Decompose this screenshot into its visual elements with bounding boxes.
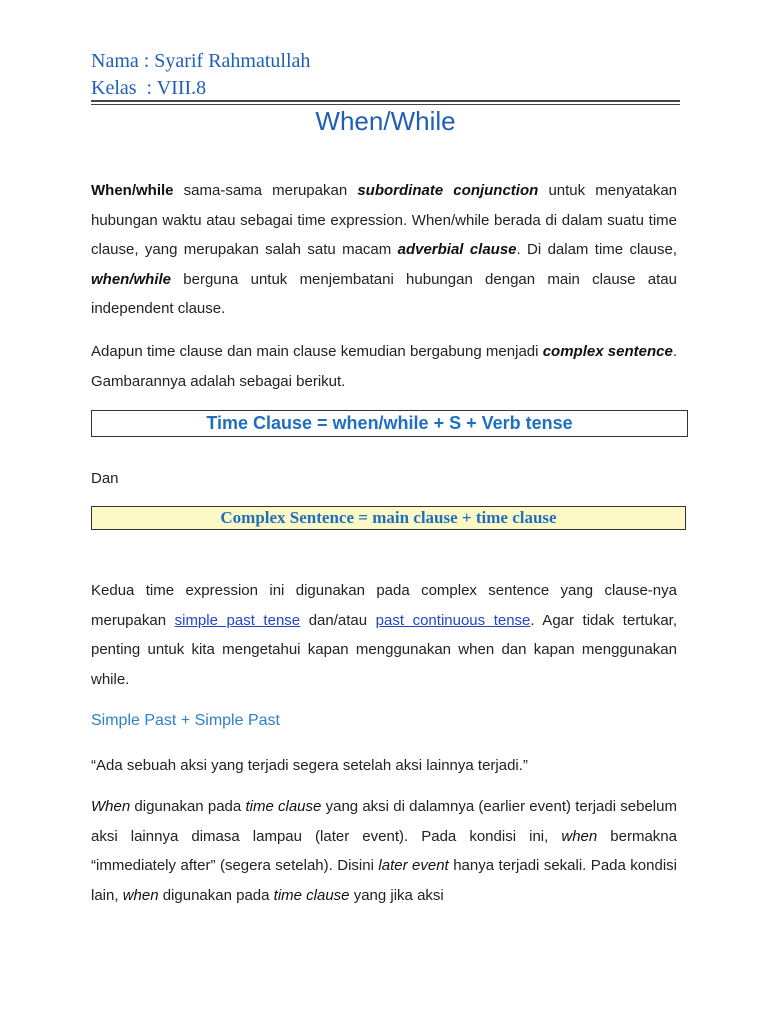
- complex-sentence-paragraph: Adapun time clause dan main clause kemudian bergabung menjadi complex sentence. Gambarannya adalah sebagai berikut.: [91, 343, 677, 390]
- student-class: Kelas : VIII.8: [91, 77, 207, 99]
- section-heading: Simple Past + Simple Past: [91, 712, 280, 729]
- time-clause-formula: Time Clause = when/while + S + Verb tense: [91, 410, 688, 437]
- student-header: [91, 48, 681, 102]
- past-continuous-tense-link[interactable]: past continuous tense: [375, 611, 531, 629]
- term-when-while: When/while: [91, 182, 174, 199]
- quote-line: “Ada sebuah aksi yang terjadi segera setelah aksi lainnya terjadi.”: [91, 757, 528, 774]
- term-when-while-2: when/while: [91, 270, 172, 288]
- when-explanation-paragraph: When digunakan pada time clause yang aksi di dalamnya (earlier event) terjadi sebelum aksi lainnya dimasa lampau (later event). Pada kondisi ini, when bermakna “immediately after” (segera setelah). Disini later event hanya terjadi sekali. Pada kondisi lain, when digunakan pada time clause yang jika aksi: [91, 798, 677, 904]
- page-title: When/While: [315, 106, 456, 136]
- student-name: Nama : Syarif Rahmatullah: [91, 50, 311, 72]
- simple-past-tense-link[interactable]: simple past tense: [174, 611, 301, 629]
- tense-paragraph: Kedua time expression ini digunakan pada complex sentence yang clause-nya merupakan simple past tense dan/atau past continuous tense. Agar tidak tertukar, penting untuk kita mengetahui kapan menggunakan when dan kapan menggunakan while.: [91, 582, 678, 688]
- dan-label: Dan: [91, 470, 119, 487]
- intro-paragraph: When/while sama-sama merupakan subordinate conjunction untuk menyatakan hubungan waktu atau sebagai time expression. When/while berada di dalam suatu time clause, yang merupakan salah satu macam adverbial clause. Di dalam time clause, when/while berguna untuk menjembatani hubungan dengan main clause atau independent clause.: [91, 182, 678, 317]
- term-subordinate-conjunction: subordinate conjunction: [357, 182, 539, 199]
- term-complex-sentence: complex sentence: [542, 343, 673, 360]
- term-adverbial-clause: adverbial clause: [397, 241, 517, 258]
- complex-sentence-formula: Complex Sentence = main clause + time clause: [91, 506, 686, 530]
